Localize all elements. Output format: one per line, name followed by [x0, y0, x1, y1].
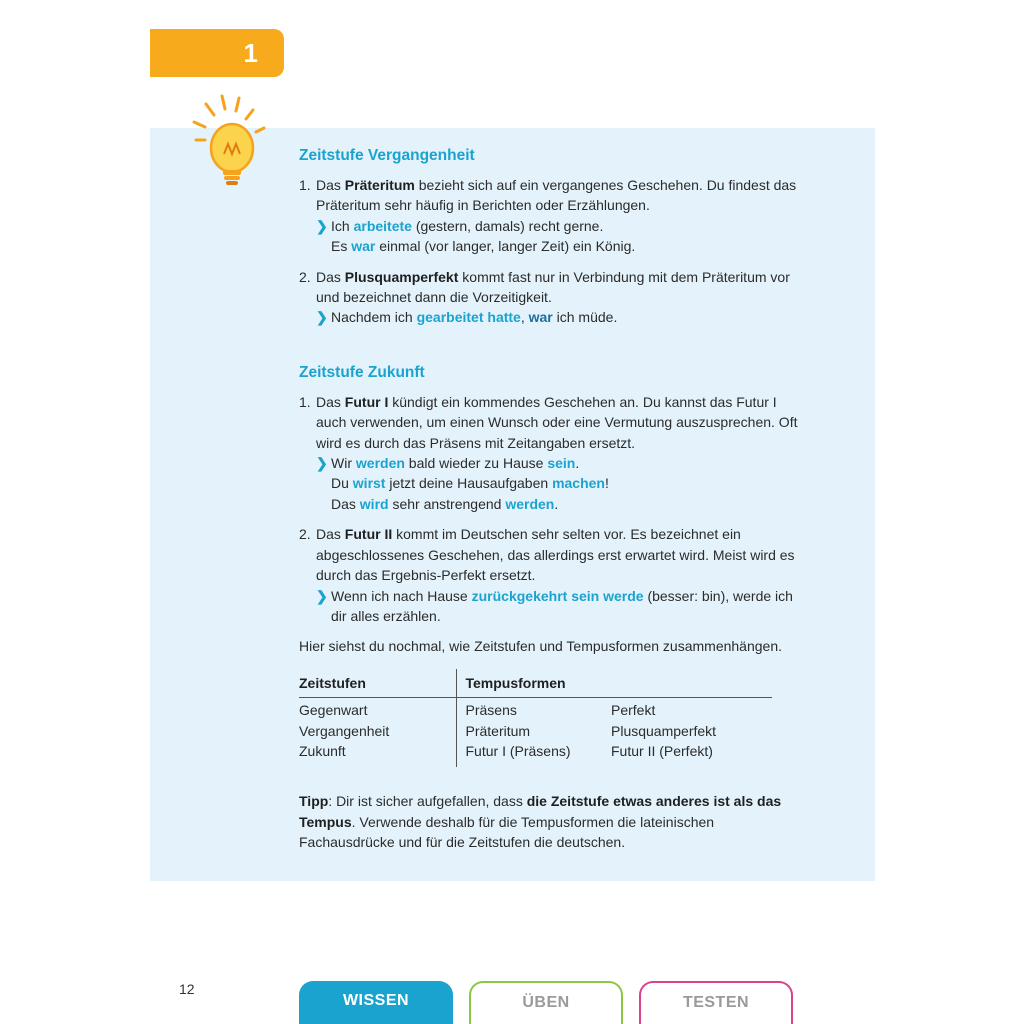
example — [316, 216, 799, 257]
text: . — [554, 495, 559, 512]
item-number: 1. — [299, 393, 311, 410]
term: Futur I — [344, 393, 389, 410]
chevron-right-icon: ❯ — [316, 587, 328, 604]
section-title-past: Zeitstufe Vergangenheit — [299, 147, 475, 164]
table-cell: Vergangenheit — [299, 721, 456, 741]
text: . — [575, 455, 580, 472]
highlight: sein — [547, 455, 576, 472]
table-header: Zeitstufen — [299, 669, 456, 698]
section-title-future: Zeitstufe Zukunft — [299, 363, 425, 381]
table-cell: Plusquamperfekt — [611, 722, 717, 739]
list-item — [299, 392, 799, 514]
highlight: wirst — [352, 475, 386, 492]
term: die Zeitstufe etwas anderes ist als das Tempus — [299, 793, 782, 830]
chevron-right-icon: ❯ — [316, 309, 328, 326]
item-number: 1. — [299, 177, 311, 193]
example — [316, 307, 799, 327]
term: Futur II — [344, 526, 393, 543]
page-number: 12 — [179, 981, 195, 997]
highlight: arbeitete — [353, 217, 412, 234]
text: (gestern, damals) recht gerne. — [411, 217, 604, 234]
tip-label: Tipp — [299, 793, 329, 810]
text: jetzt deine Hausaufgaben — [385, 475, 553, 492]
text: Das — [331, 495, 360, 512]
text: Nachdem ich — [331, 309, 417, 326]
table-header: Tempusformen — [456, 669, 772, 698]
tip-text — [299, 791, 799, 852]
text: Es — [331, 238, 352, 255]
tab-testen[interactable]: TESTEN — [639, 981, 793, 1024]
tense-table — [299, 669, 772, 768]
item-text — [316, 267, 799, 308]
table-cell: Futur II (Perfekt) — [611, 742, 713, 759]
text: , — [520, 309, 529, 326]
text: bald wieder zu Hause — [404, 455, 548, 472]
table-header-row — [299, 669, 772, 698]
table-row — [299, 698, 772, 721]
highlight: wird — [359, 495, 389, 512]
table-cell: Gegenwart — [299, 698, 456, 721]
list-item — [299, 267, 799, 328]
table-intro: Hier siehst du nochmal, wie Zeitstufen und Tempusformen zusammenhängen. — [299, 638, 782, 655]
lightbulb-icon — [190, 92, 270, 192]
term: Plusquamperfekt — [344, 268, 459, 285]
highlight: gearbeitet hatte — [416, 309, 521, 326]
chevron-right-icon: ❯ — [316, 217, 328, 234]
item-text — [316, 524, 799, 585]
main-content — [299, 145, 799, 853]
table-cell: Zukunft — [299, 741, 456, 767]
text: Das — [316, 177, 345, 193]
highlight: machen — [552, 475, 605, 492]
text: Wir — [331, 455, 356, 472]
list-item — [299, 524, 799, 626]
item-text — [316, 392, 799, 453]
text: bezieht sich auf ein vergangenes Geschehen. Du findest das Präteritum sehr häufig in Berichten oder Erzählungen. — [316, 177, 797, 214]
highlight: zurückgekehrt sein werde — [471, 587, 644, 604]
tab-wissen[interactable]: WISSEN — [299, 981, 453, 1024]
text: Das — [316, 526, 345, 543]
highlight: werden — [355, 455, 405, 472]
highlight: war — [528, 309, 553, 326]
text: einmal (vor langer, langer Zeit) ein König. — [375, 238, 636, 255]
example — [316, 453, 799, 514]
table-row — [299, 721, 772, 741]
table-cell: Perfekt — [611, 702, 656, 719]
term: Präteritum — [344, 177, 415, 193]
text: Das — [316, 393, 345, 410]
text: sehr anstrengend — [388, 495, 506, 512]
text: kündigt ein kommendes Geschehen an. Du kannst das Futur I auch verwenden, um einen Wunsch oder eine Vermutung auszusprechen. Oft wird es durch das Präsens mit Zeitangaben ersetzt. — [316, 393, 798, 451]
text: : Dir ist sicher aufgefallen, dass — [328, 793, 527, 810]
chapter-number-tab — [150, 29, 284, 77]
text: kommt im Deutschen sehr selten vor. Es bezeichnet ein abgeschlossenes Geschehen, das allerdings erst erwartet wird. Meist wird es durch das Ergebnis-Perfekt ersetzt. — [316, 526, 795, 584]
table-row — [299, 741, 772, 767]
text: (besser: bin), werde ich dir alles erzählen. — [331, 587, 793, 624]
list-item — [299, 175, 799, 257]
text: Wenn ich nach Hause — [331, 587, 472, 604]
chevron-right-icon: ❯ — [316, 455, 328, 472]
item-text — [316, 175, 799, 216]
table-cell: Präteritum — [465, 722, 531, 739]
item-number: 2. — [299, 526, 311, 543]
highlight: werden — [505, 495, 555, 512]
text: Du — [331, 475, 353, 492]
text: Ich — [331, 217, 354, 234]
text: ! — [604, 475, 609, 492]
text: kommt fast nur in Verbindung mit dem Präteritum vor und bezeichnet dann die Vorzeitigkeit. — [316, 268, 790, 306]
table-cell: Präsens — [465, 702, 517, 719]
chapter-number: 1 — [243, 37, 258, 68]
text: Das — [316, 268, 345, 285]
text: . Verwende deshalb für die Tempusformen die lateinischen Fachausdrücke und für die Zeitstufen die deutschen. — [299, 813, 715, 851]
item-number: 2. — [299, 268, 311, 285]
text: ich müde. — [552, 309, 618, 326]
tab-ueben[interactable]: ÜBEN — [469, 981, 623, 1024]
example — [316, 586, 799, 627]
table-cell: Futur I (Präsens) — [465, 742, 571, 759]
highlight: war — [351, 238, 376, 255]
